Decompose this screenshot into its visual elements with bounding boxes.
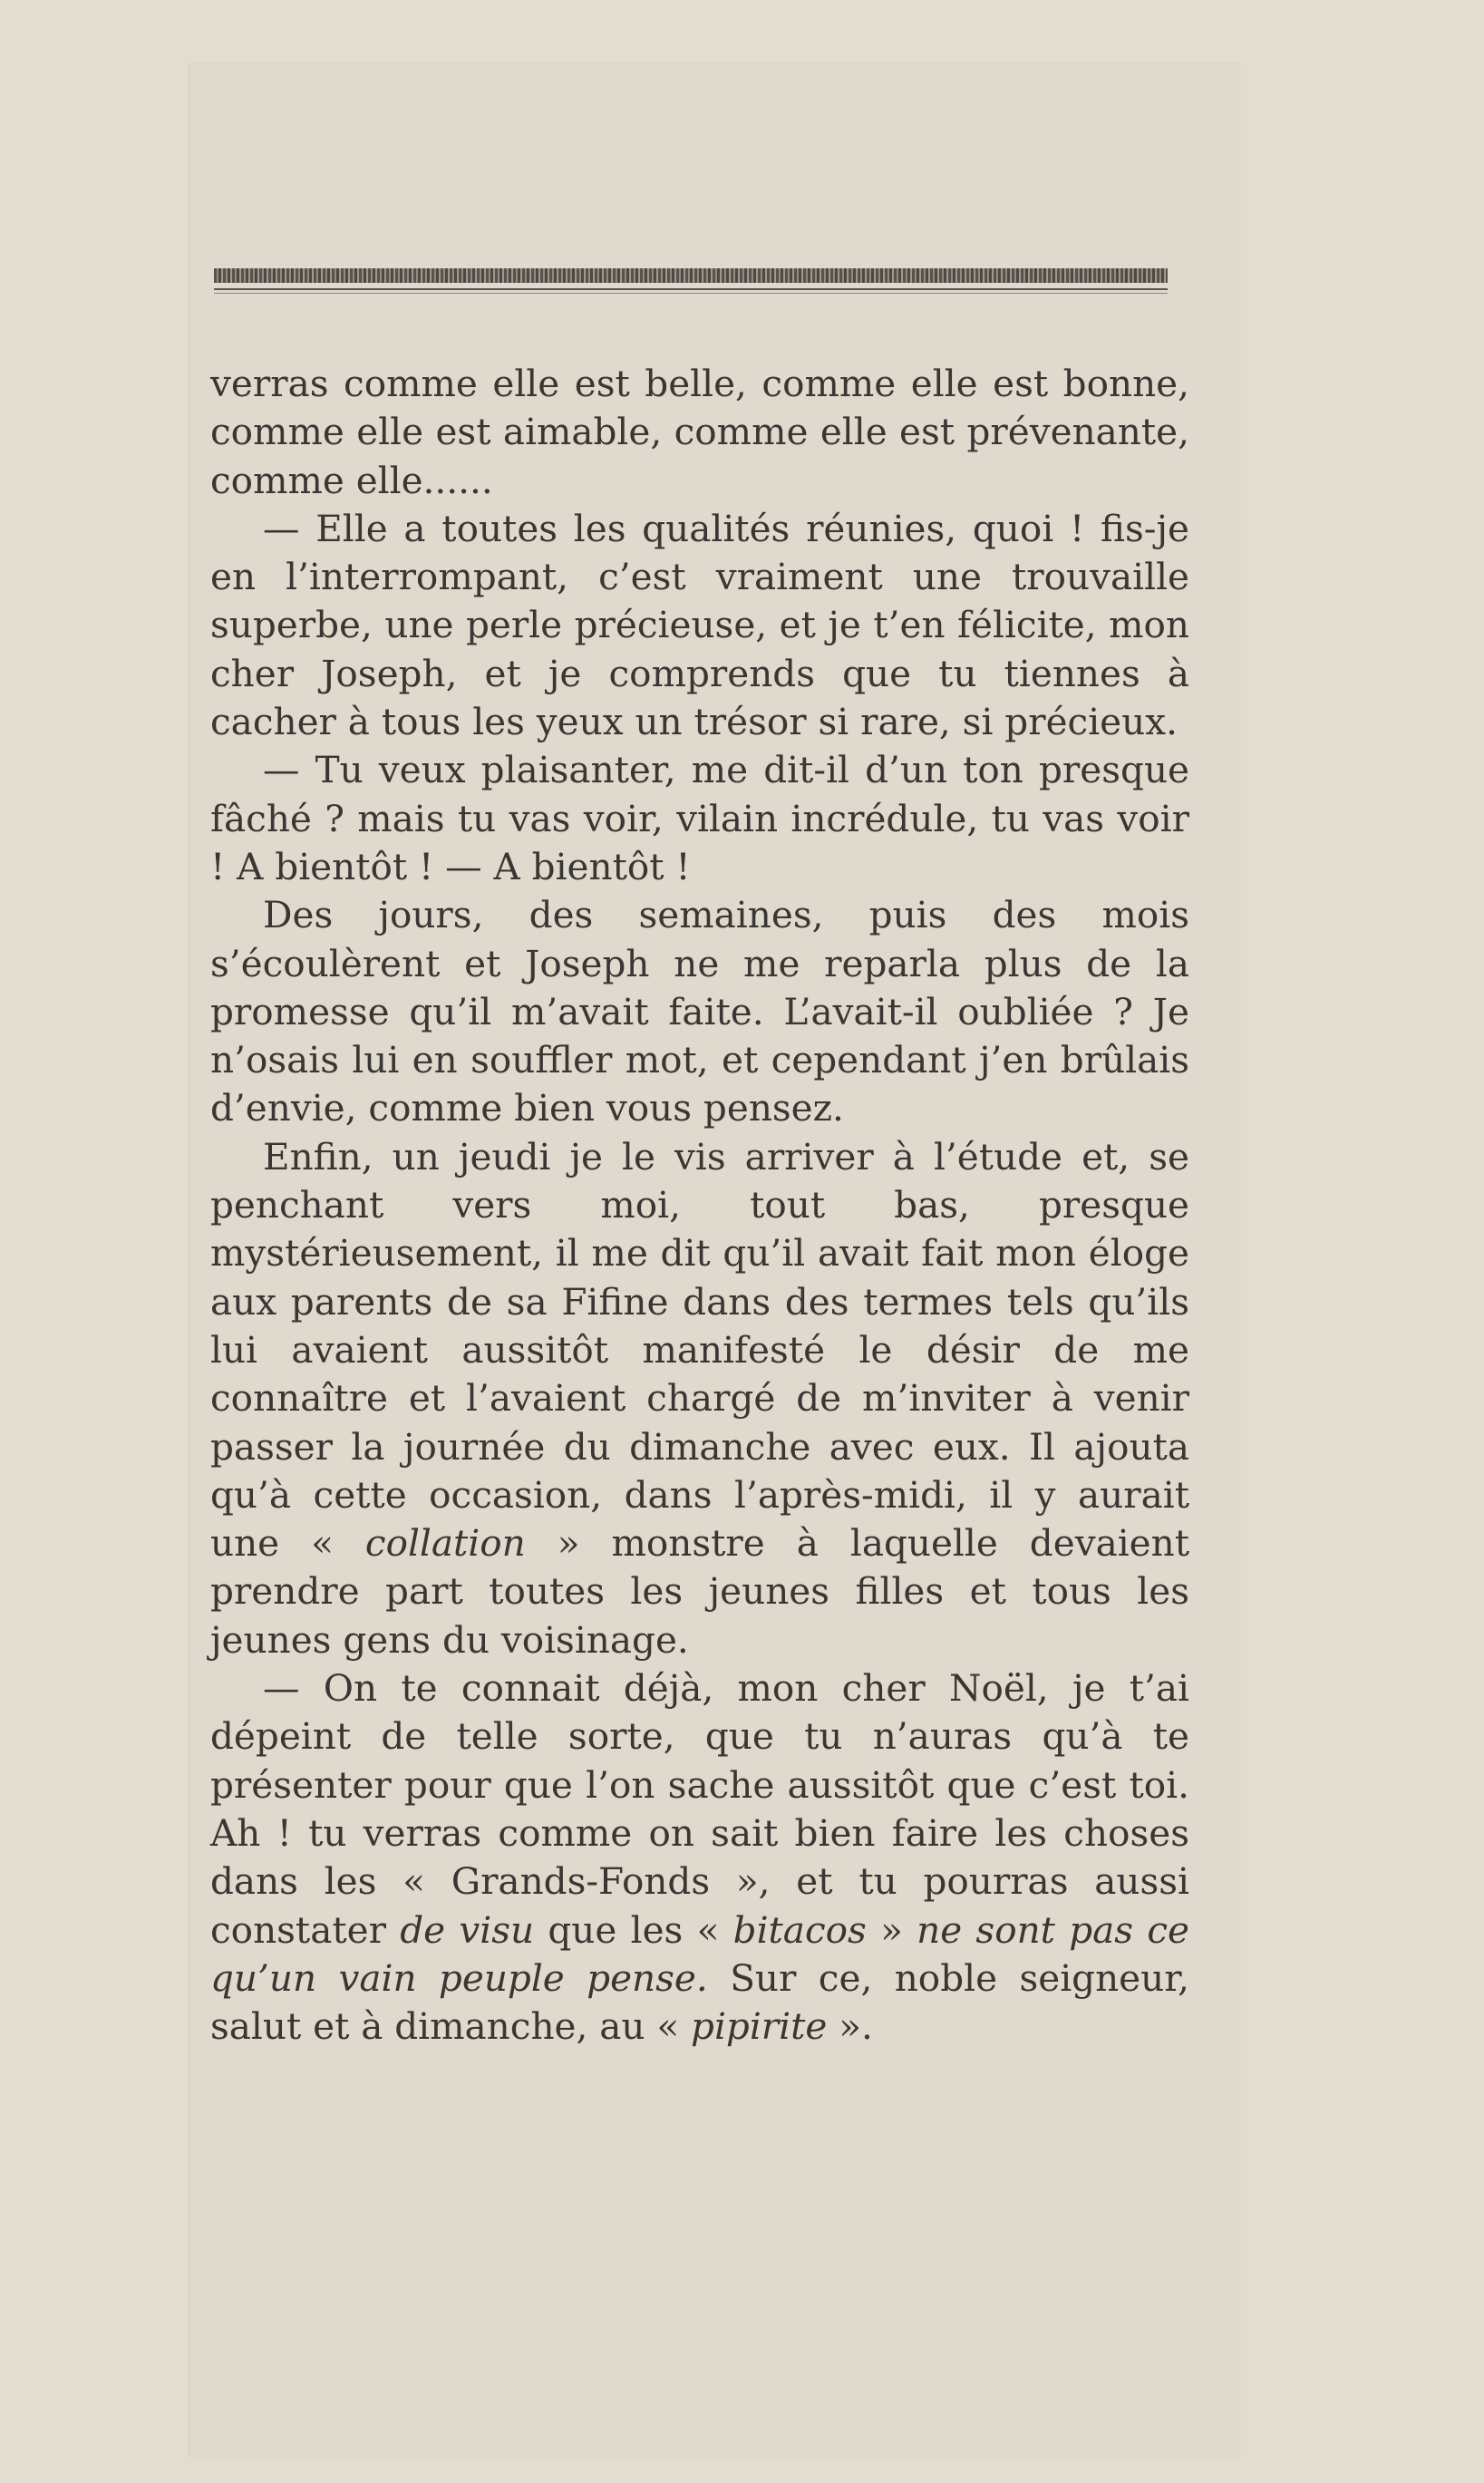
paragraph-1 [210,360,1189,505]
paragraph-3-text: — Tu veux plaisanter, me dit-il d’un ton presque fâché ? mais tu vas voir, vilain incrédule, tu vas voir ! A bientôt ! — A bientôt ! [210,748,1189,888]
page-body-text [210,360,1189,2051]
paragraph-6-italic-pipirite: pipirite [691,2004,828,2049]
paragraph-6-italic-bitacos: bitacos [732,1907,867,1952]
paragraph-5-text-b: » monstre à laquelle devaient prendre part toutes les jeunes filles et tous les jeunes gens du voisinage. [210,1521,1189,1662]
paragraph-6 [210,1664,1189,2051]
ornament-band [214,268,1168,283]
paragraph-6-italic-de-visu: de visu [400,1907,535,1952]
header-ornament [214,268,1168,296]
paragraph-6-italic-vain-peuple: ne sont pas ce qu’un vain peuple pense. [210,1907,1189,2000]
paragraph-4 [210,891,1189,1132]
paragraph-5-italic-collation: collation [364,1521,526,1566]
paragraph-5 [210,1133,1189,1664]
paragraph-6-text-a: — On te connait déjà, mon cher Noël, je t’ai dépeint de telle sorte, que tu n’auras qu’à te présenter pour que l’on sache aussitôt que c’est toi. Ah ! tu verras comme on sait bien faire les choses dans les « Grands-Fonds », et tu pourras aussi constater [210,1666,1189,1952]
paragraph-2-text: — Elle a toutes les qualités réunies, quoi ! fis-je en l’interrompant, c’est vraiment une trouvaille superbe, une perle précieuse, et je t’en félicite, mon cher Joseph, et je comprends que tu tiennes à cacher à tous les yeux un trésor si rare, si précieux. [210,506,1189,744]
paragraph-6-text-e: ». [827,2004,873,2049]
paragraph-6-text-d: Sur ce, noble seigneur, salut et à dimanche, au « [210,1955,1189,2049]
ornament-rule-thin [214,293,1168,294]
ornament-rule [214,288,1168,290]
paragraph-6-text-c: » [866,1907,917,1952]
paragraph-5-text-a: Enfin, un jeudi je le vis arriver à l’étude et, se penchant vers moi, tout bas, presque mystérieusement, il me dit qu’il avait fait mon éloge aux parents de sa Fifine dans des termes tels qu’ils lui avaient aussitôt manifesté le désir de me connaître et l’avaient chargé de m’inviter à venir passer la journée du dimanche avec eux. Il ajouta qu’à cette occasion, dans l’après-midi, il y aurait une « [210,1134,1189,1566]
paragraph-4-text: Des jours, des semaines, puis des mois s’écoulèrent et Joseph ne me reparla plus de la promesse qu’il m’avait faite. L’avait-il oubliée ? Je n’osais lui en souffler mot, et cependant j’en brûlais d’envie, comme bien vous pensez. [210,893,1189,1130]
paragraph-3 [210,746,1189,891]
paragraph-1-text: verras comme elle est belle, comme elle est bonne, comme elle est aimable, comme elle est prévenante, comme elle...... [210,362,1189,502]
paragraph-2 [210,505,1189,746]
paragraph-6-text-b: que les « [534,1907,733,1952]
